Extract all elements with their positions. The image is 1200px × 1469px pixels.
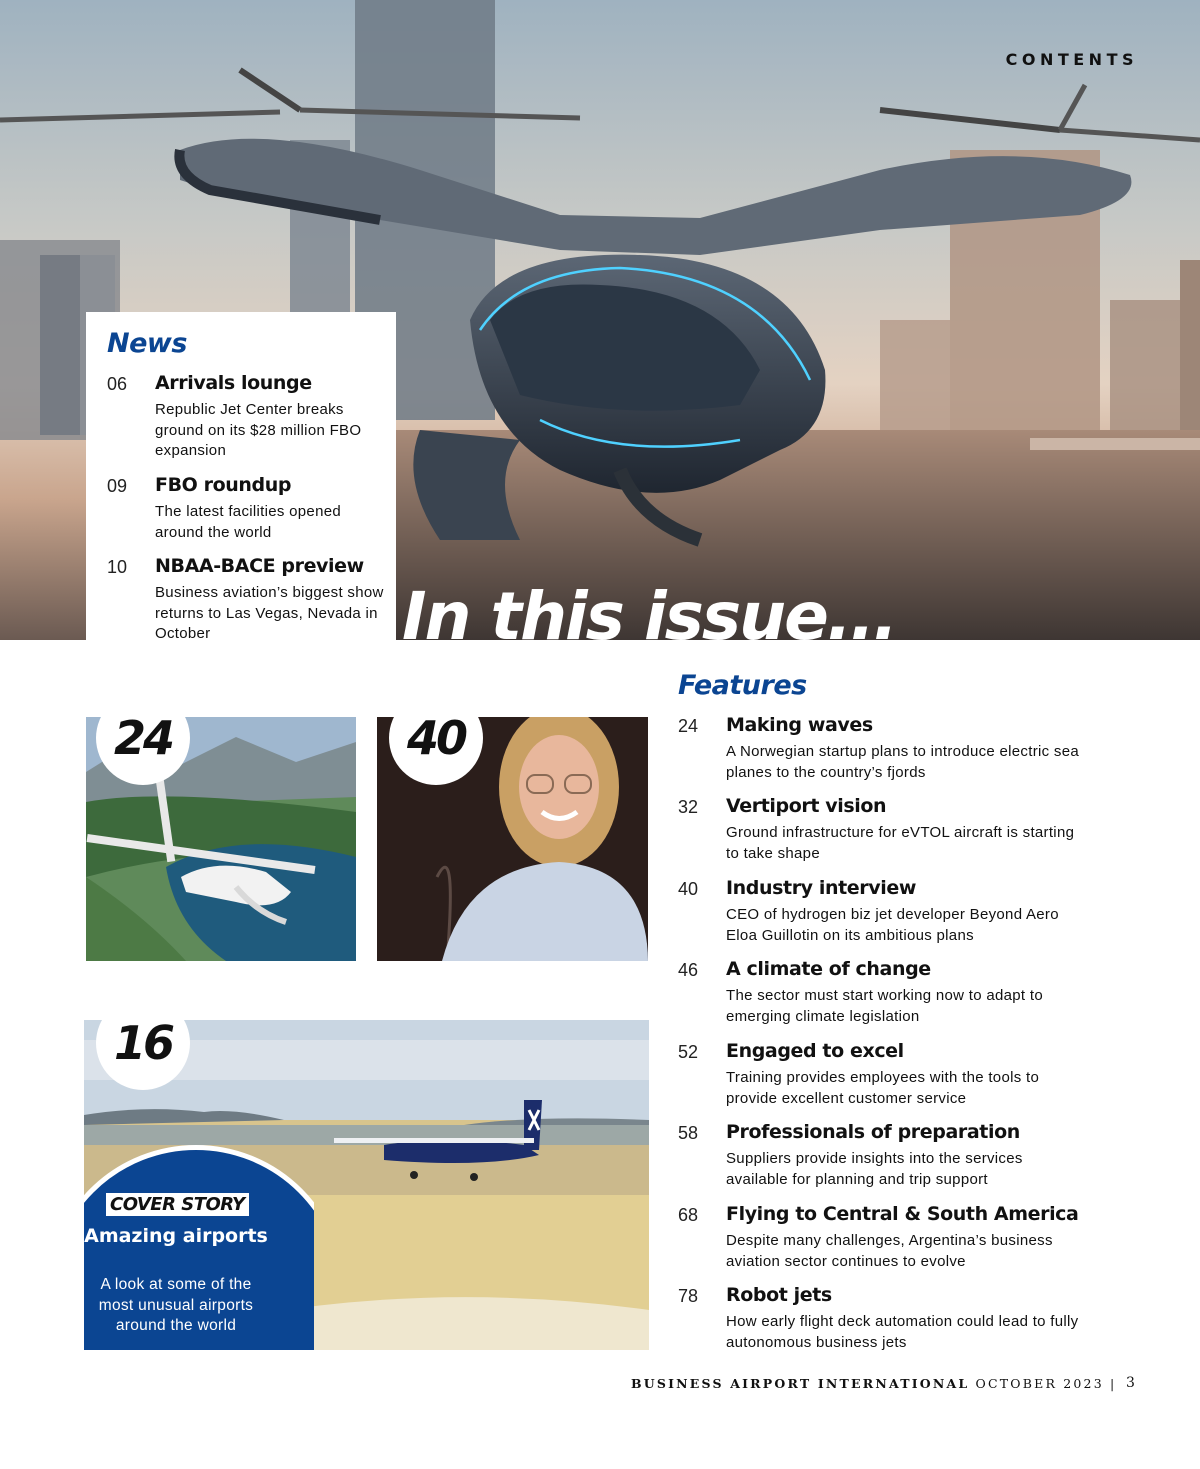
page-number: 24 — [678, 716, 699, 736]
item-title: Making waves — [726, 714, 873, 736]
item-title: Vertiport vision — [726, 795, 887, 817]
page-number-badge: 16 — [96, 1020, 190, 1090]
item-description: Suppliers provide insights into the services available for planning and trip support — [726, 1150, 1023, 1188]
item-title: Engaged to excel — [726, 1040, 904, 1062]
item-description: CEO of hydrogen biz jet developer Beyond Aero Eloa Guillotin on its ambitious plans — [726, 906, 1059, 944]
page-number: 58 — [678, 1123, 699, 1143]
section-label: CONTENTS — [1005, 50, 1138, 69]
seaplane-photo[interactable] — [86, 717, 356, 961]
item-title: Professionals of preparation — [726, 1121, 1020, 1143]
page-number: 10 — [107, 557, 128, 577]
item-description: The latest facilities opened around the world — [155, 503, 342, 541]
item-title: FBO roundup — [155, 474, 292, 496]
publication-name: BUSINESS AIRPORT INTERNATIONAL — [631, 1376, 970, 1391]
news-heading: News — [107, 328, 187, 359]
page-number-badge: 40 — [389, 717, 483, 785]
item-description: Business aviation’s biggest show returns to Las Vegas, Nevada in October — [155, 584, 384, 642]
cover-story-badge[interactable] — [84, 1145, 314, 1350]
cover-story-tag: COVER STORY — [106, 1193, 249, 1216]
page-number-badge: 24 — [96, 717, 190, 785]
issue-date: OCTOBER 2023 — [975, 1376, 1104, 1391]
item-description: Republic Jet Center breaks ground on its $28 million FBO expansion — [155, 401, 362, 459]
page-number: 06 — [107, 374, 128, 394]
item-title: NBAA-BACE preview — [155, 555, 364, 577]
page-number: 68 — [678, 1205, 699, 1225]
page-number: 78 — [678, 1286, 699, 1306]
page-number: 32 — [678, 797, 699, 817]
news-panel — [86, 312, 396, 642]
item-description: Despite many challenges, Argentina’s business aviation sector continues to evolve — [726, 1232, 1053, 1270]
item-description: A Norwegian startup plans to introduce electric sea planes to the country’s fjords — [726, 743, 1079, 781]
item-description: The sector must start working now to adapt to emerging climate legislation — [726, 987, 1043, 1025]
item-description: Training provides employees with the tools to provide excellent customer service — [726, 1069, 1040, 1107]
cover-story-description: A look at some of the most unusual airports around the world — [98, 1276, 254, 1334]
issue-title: In this issue... — [402, 578, 897, 640]
footer-publication — [631, 1376, 1116, 1391]
item-title: Flying to Central & South America — [726, 1203, 1079, 1225]
page-number: 40 — [678, 879, 699, 899]
item-description: How early flight deck automation could lead to fully autonomous business jets — [726, 1313, 1079, 1351]
item-title: Arrivals lounge — [155, 372, 312, 394]
page-number: 09 — [107, 476, 128, 496]
page-number: 46 — [678, 960, 699, 980]
cover-story-title: Amazing airports — [84, 1225, 268, 1247]
page-number-footer: 3 — [1126, 1375, 1135, 1391]
item-title: Industry interview — [726, 877, 916, 899]
footer-separator: | — [1110, 1376, 1117, 1391]
features-heading: Features — [678, 670, 807, 701]
item-description: Ground infrastructure for eVTOL aircraft is starting to take shape — [726, 824, 1075, 862]
page-number: 52 — [678, 1042, 699, 1062]
item-title: Robot jets — [726, 1284, 832, 1306]
interview-photo[interactable] — [377, 717, 648, 961]
item-title: A climate of change — [726, 958, 931, 980]
